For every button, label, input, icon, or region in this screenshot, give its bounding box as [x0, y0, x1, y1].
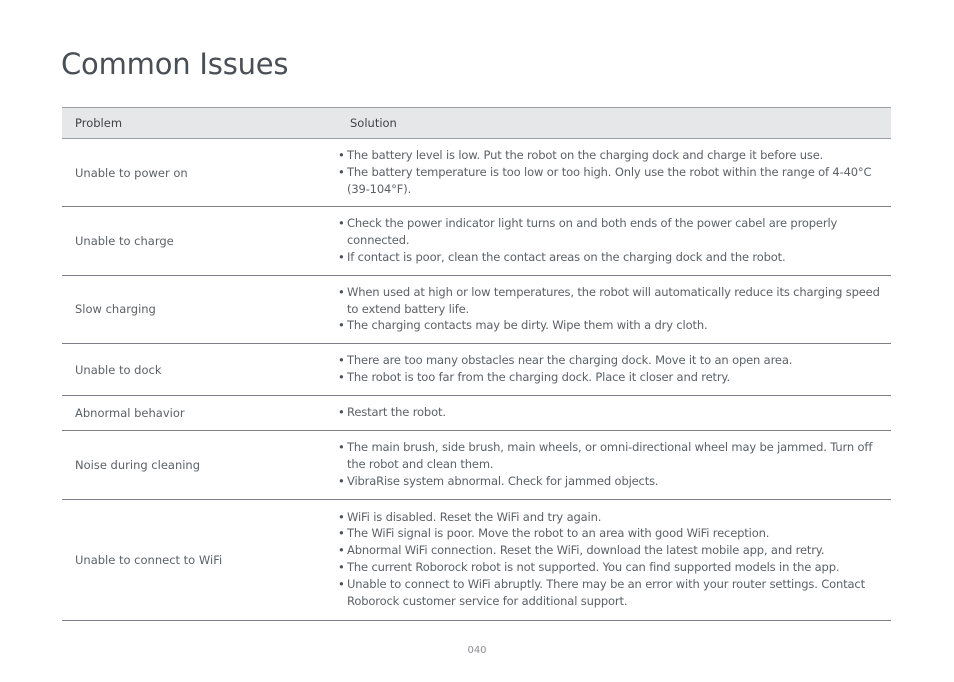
- solution-item: • The battery level is low. Put the robot on the charging dock and charge it before use.: [338, 147, 885, 164]
- problem-cell: Unable to charge: [62, 207, 336, 275]
- solution-cell: [336, 207, 891, 275]
- solution-cell: [336, 499, 891, 620]
- table-header: [62, 108, 891, 139]
- solution-item: • When used at high or low temperatures, the robot will automatically reduce its charging speed to extend battery life.: [338, 284, 885, 318]
- solution-list: [336, 439, 885, 489]
- solution-list: [336, 509, 885, 610]
- table-header-row: [62, 108, 891, 139]
- table-row: [62, 139, 891, 207]
- header-problem: Problem: [62, 108, 336, 139]
- solution-item: • Unable to connect to WiFi abruptly. There may be an error with your router settings. Contact Roborock customer service for additional support.: [338, 576, 885, 610]
- solution-cell: [336, 431, 891, 499]
- solution-item: • Abnormal WiFi connection. Reset the WiFi, download the latest mobile app, and retry.: [338, 542, 885, 559]
- solution-item: • The current Roborock robot is not supported. You can find supported models in the app.: [338, 559, 885, 576]
- table-row: [62, 499, 891, 620]
- solution-item: • The WiFi signal is poor. Move the robot to an area with good WiFi reception.: [338, 525, 885, 542]
- solution-cell: [336, 396, 891, 431]
- solution-cell: [336, 139, 891, 207]
- header-solution: Solution: [336, 108, 891, 139]
- problem-cell: Unable to connect to WiFi: [62, 499, 336, 620]
- solution-item: • There are too many obstacles near the charging dock. Move it to an open area.: [338, 352, 885, 369]
- table-row: [62, 275, 891, 343]
- table-body: [62, 139, 891, 621]
- solution-item: • The battery temperature is too low or too high. Only use the robot within the range of 4-40°C (39-104°F).: [338, 164, 885, 198]
- common-issues-table: [62, 107, 891, 621]
- solution-cell: [336, 275, 891, 343]
- solution-list: [336, 147, 885, 197]
- table-row: [62, 431, 891, 499]
- solution-item: • Check the power indicator light turns on and both ends of the power cabel are properly connected.: [338, 215, 885, 249]
- problem-cell: Noise during cleaning: [62, 431, 336, 499]
- problem-cell: Unable to power on: [62, 139, 336, 207]
- solution-item: • The robot is too far from the charging dock. Place it closer and retry.: [338, 369, 885, 386]
- page-title: Common Issues: [61, 47, 289, 81]
- solution-list: [336, 215, 885, 265]
- solution-cell: [336, 344, 891, 396]
- solution-item: • The charging contacts may be dirty. Wipe them with a dry cloth.: [338, 317, 885, 334]
- solution-list: [336, 352, 885, 386]
- solution-item: • If contact is poor, clean the contact areas on the charging dock and the robot.: [338, 249, 885, 266]
- problem-cell: Unable to dock: [62, 344, 336, 396]
- table-row: [62, 207, 891, 275]
- problem-cell: Abnormal behavior: [62, 396, 336, 431]
- problem-cell: Slow charging: [62, 275, 336, 343]
- solution-item: • VibraRise system abnormal. Check for jammed objects.: [338, 473, 885, 490]
- table-row: [62, 344, 891, 396]
- solution-list: [336, 404, 885, 421]
- solution-list: [336, 284, 885, 334]
- solution-item: • Restart the robot.: [338, 404, 885, 421]
- table-row: [62, 396, 891, 431]
- solution-item: • WiFi is disabled. Reset the WiFi and try again.: [338, 509, 885, 526]
- page-number: 040: [467, 645, 487, 656]
- solution-item: • The main brush, side brush, main wheels, or omni-directional wheel may be jammed. Turn off the robot and clean them.: [338, 439, 885, 473]
